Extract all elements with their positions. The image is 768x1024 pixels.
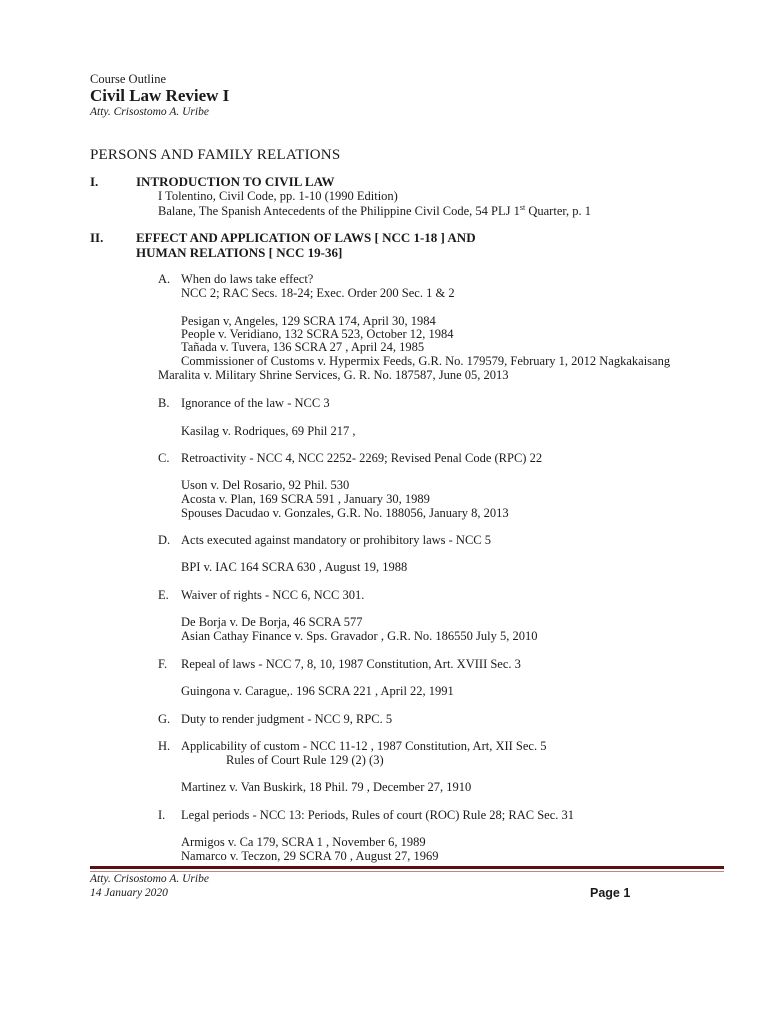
- case-citation: Martinez v. Van Buskirk, 18 Phil. 79 , December 27, 1910: [181, 780, 472, 794]
- footer-rule-thin: [90, 871, 724, 872]
- case-citation: Pesigan v, Angeles, 129 SCRA 174, April 30, 1984: [181, 314, 436, 328]
- case-citation: Commissioner of Customs v. Hypermix Feeds, G.R. No. 179579, February 1, 2012 Nagkakaisang: [181, 354, 671, 368]
- item-title: Retroactivity - NCC 4, NCC 2252- 2269; Revised Penal Code (RPC) 22: [181, 451, 543, 465]
- case-citation: Acosta v. Plan, 169 SCRA 591 , January 30, 1989: [181, 492, 430, 506]
- item-subtitle: NCC 2; RAC Secs. 18-24; Exec. Order 200 Sec. 1 & 2: [181, 286, 455, 300]
- item-letter: A.: [158, 272, 171, 286]
- footer-author: Atty. Crisostomo A. Uribe: [90, 873, 209, 885]
- item-letter: G.: [158, 712, 171, 726]
- item-title: Ignorance of the law - NCC 3: [181, 396, 330, 410]
- case-citation: Uson v. Del Rosario, 92 Phil. 530: [181, 478, 350, 492]
- case-citation: Tañada v. Tuvera, 136 SCRA 27 , April 24, 1985: [181, 340, 425, 354]
- part-numeral: II.: [90, 230, 104, 245]
- reference-line: [158, 204, 591, 218]
- item-letter: E.: [158, 588, 169, 602]
- reference-line: I Tolentino, Civil Code, pp. 1-10 (1990 Edition): [158, 189, 398, 203]
- section-title: PERSONS AND FAMILY RELATIONS: [90, 147, 341, 163]
- page-number: Page 1: [590, 886, 631, 900]
- case-citation: Maralita v. Military Shrine Services, G. R. No. 187587, June 05, 2013: [158, 368, 509, 382]
- item-title: Duty to render judgment - NCC 9, RPC. 5: [181, 712, 393, 726]
- reference-text: Balane, The Spanish Antecedents of the Philippine Civil Code, 54 PLJ 1: [158, 204, 520, 218]
- item-letter: I.: [158, 808, 166, 822]
- item-letter: C.: [158, 451, 170, 465]
- item-title: Legal periods - NCC 13: Periods, Rules of court (ROC) Rule 28; RAC Sec. 31: [181, 808, 575, 822]
- case-citation: Asian Cathay Finance v. Sps. Gravador , G.R. No. 186550 July 5, 2010: [181, 629, 538, 643]
- case-citation: People v. Veridiano, 132 SCRA 523, October 12, 1984: [181, 327, 454, 341]
- case-citation: Spouses Dacudao v. Gonzales, G.R. No. 188056, January 8, 2013: [181, 506, 509, 520]
- item-title: Applicability of custom - NCC 11-12 , 1987 Constitution, Art, XII Sec. 5: [181, 739, 547, 753]
- document-title: Civil Law Review I: [90, 86, 230, 105]
- author-line: Atty. Crisostomo A. Uribe: [90, 106, 209, 118]
- course-outline-label: Course Outline: [90, 72, 167, 86]
- item-title: Waiver of rights - NCC 6, NCC 301.: [181, 588, 365, 602]
- case-citation: Kasilag v. Rodriques, 69 Phil 217 ,: [181, 424, 356, 438]
- reference-text: Quarter, p. 1: [525, 204, 592, 218]
- part-heading: HUMAN RELATIONS [ NCC 19-36]: [136, 245, 343, 260]
- case-citation: De Borja v. De Borja, 46 SCRA 577: [181, 615, 363, 629]
- part-heading: EFFECT AND APPLICATION OF LAWS [ NCC 1-18 ] AND: [136, 230, 476, 245]
- item-title: When do laws take effect?: [181, 272, 314, 286]
- part-numeral: I.: [90, 174, 99, 189]
- case-citation: Namarco v. Teczon, 29 SCRA 70 , August 27, 1969: [181, 849, 439, 863]
- item-letter: B.: [158, 396, 170, 410]
- item-letter: D.: [158, 533, 171, 547]
- item-letter: H.: [158, 739, 171, 753]
- case-citation: Armigos v. Ca 179, SCRA 1 , November 6, 1989: [181, 835, 426, 849]
- item-title: Repeal of laws - NCC 7, 8, 10, 1987 Constitution, Art. XVIII Sec. 3: [181, 657, 521, 671]
- case-citation: BPI v. IAC 164 SCRA 630 , August 19, 1988: [181, 560, 408, 574]
- reference-superscript: st: [519, 202, 526, 212]
- item-subtitle: Rules of Court Rule 129 (2) (3): [226, 753, 384, 767]
- item-title: Acts executed against mandatory or prohibitory laws - NCC 5: [181, 533, 491, 547]
- item-letter: F.: [158, 657, 168, 671]
- case-citation: Guingona v. Carague,. 196 SCRA 221 , April 22, 1991: [181, 684, 454, 698]
- footer-rule: [90, 866, 724, 869]
- part-heading: INTRODUCTION TO CIVIL LAW: [136, 174, 335, 189]
- footer-date: 14 January 2020: [90, 887, 168, 899]
